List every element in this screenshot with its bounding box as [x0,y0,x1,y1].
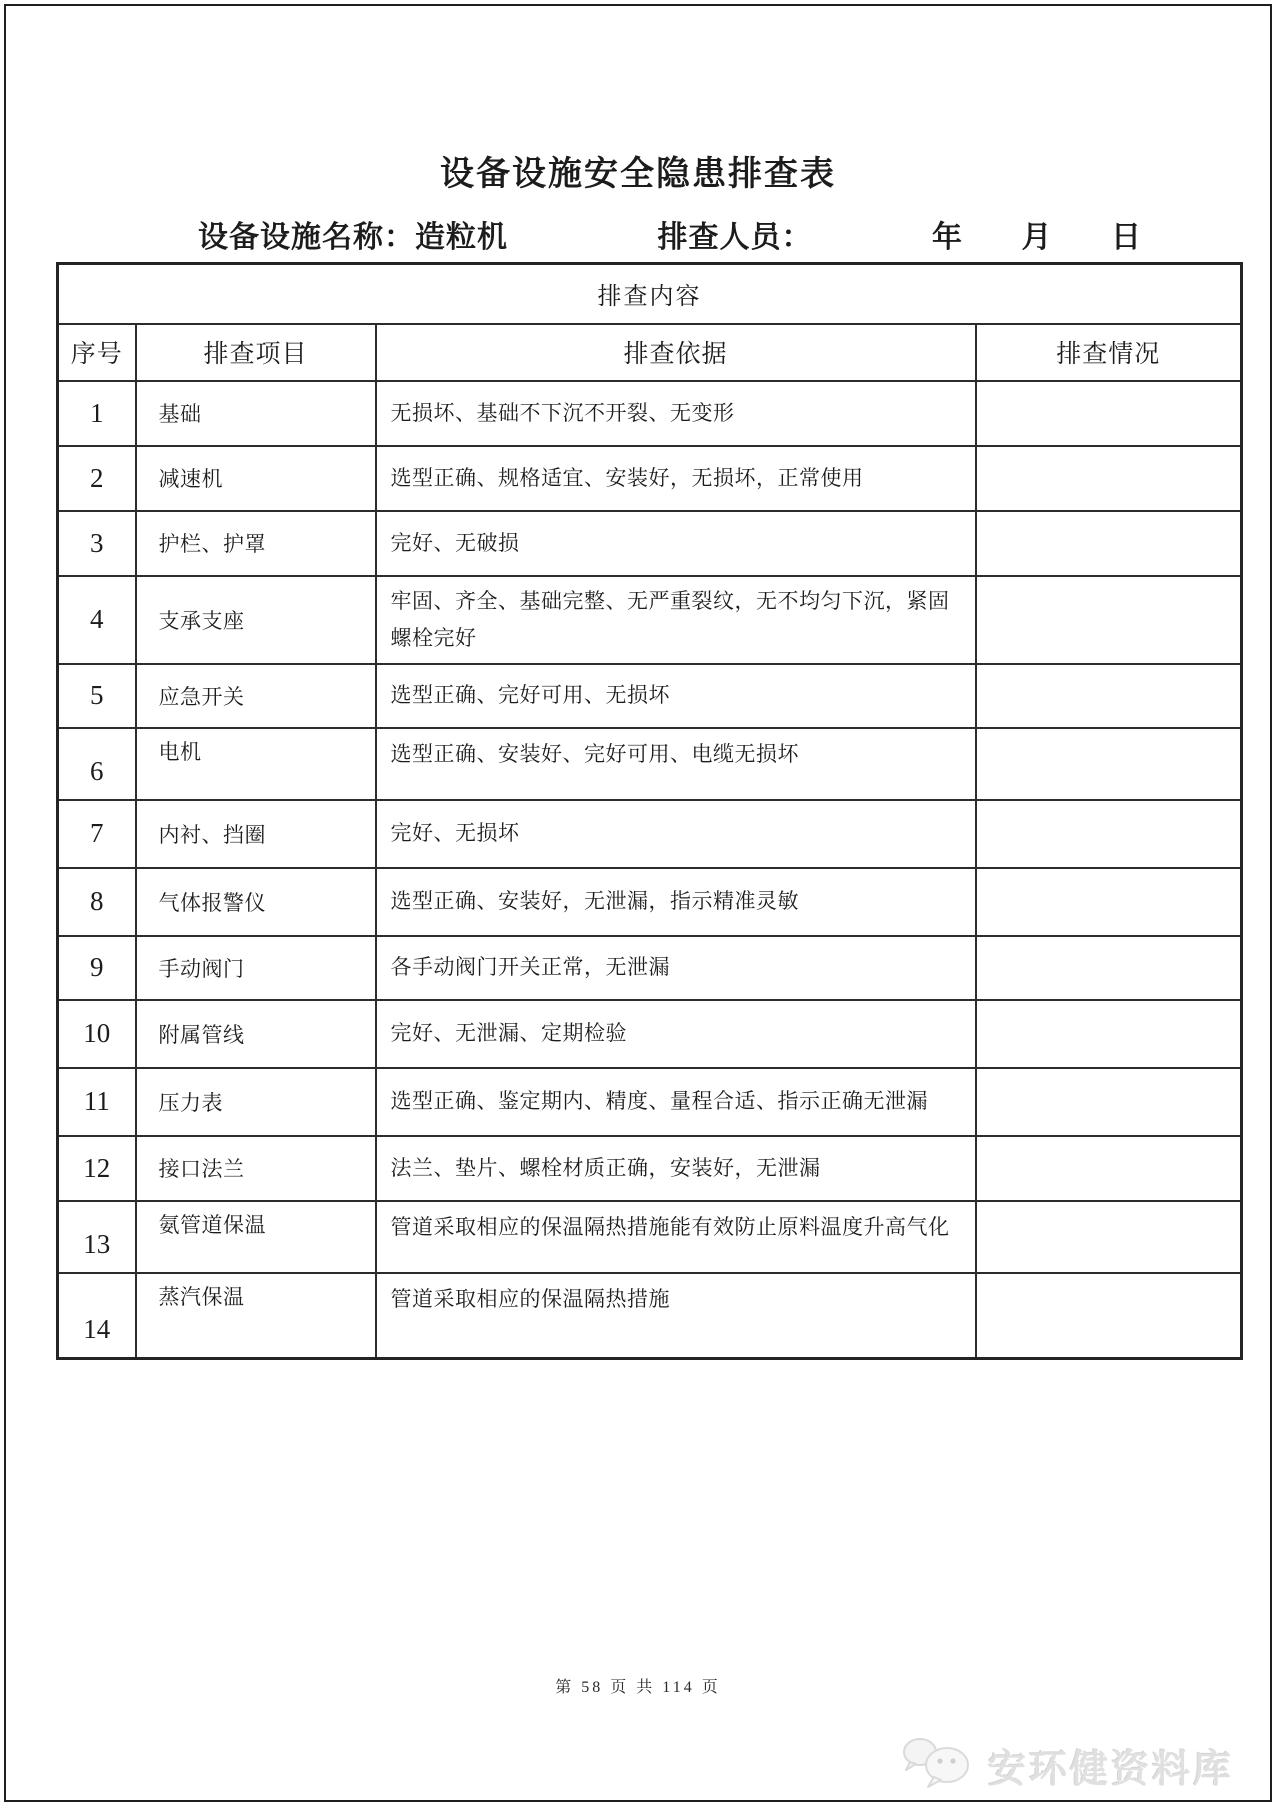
seq-cell: 1 [58,381,136,446]
item-cell: 电机 [136,728,376,800]
column-header-status: 排查情况 [976,324,1242,381]
status-cell [976,1136,1242,1201]
section-header-row [58,264,1242,324]
chat-bubbles-icon [900,1734,978,1797]
basis-cell: 无损坏、基础不下沉不开裂、无变形 [376,381,976,446]
basis-cell: 各手动阀门开关正常，无泄漏 [376,936,976,1000]
date-day-label: 日 [1111,221,1141,254]
seq-cell: 11 [58,1068,136,1136]
date-month-label: 月 [1021,221,1052,254]
basis-cell: 法兰、垫片、螺栓材质正确，安装好，无泄漏 [376,1136,976,1201]
status-cell [976,1273,1242,1359]
seq-cell: 14 [58,1273,136,1359]
table-row [58,800,1242,868]
basis-cell: 管道采取相应的保温隔热措施 [376,1273,976,1359]
item-cell: 护栏、护罩 [136,511,376,576]
table-row [58,446,1242,511]
document-title: 设备设施安全隐患排查表 [440,156,836,193]
item-cell: 支承支座 [136,576,376,664]
status-cell [976,511,1242,576]
status-cell [976,728,1242,800]
seq-cell: 8 [58,868,136,936]
table-row [58,664,1242,728]
table-row [58,1201,1242,1273]
table-row [58,936,1242,1000]
table-row [58,868,1242,936]
status-cell [976,936,1242,1000]
equipment-name-field [198,221,508,254]
seq-cell: 5 [58,664,136,728]
status-cell [976,1201,1242,1273]
basis-cell: 完好、无破损 [376,511,976,576]
seq-cell: 9 [58,936,136,1000]
status-cell [976,664,1242,728]
inspector-label: 排查人员： [657,221,813,254]
table-row [58,1273,1242,1359]
table-row [58,511,1242,576]
basis-cell: 完好、无泄漏、定期检验 [376,1000,976,1068]
item-cell: 应急开关 [136,664,376,728]
basis-cell: 选型正确、鉴定期内、精度、量程合适、指示正确无泄漏 [376,1068,976,1136]
basis-cell: 选型正确、安装好、完好可用、电缆无损坏 [376,728,976,800]
column-header-item: 排查项目 [136,324,376,381]
basis-cell: 选型正确、完好可用、无损坏 [376,664,976,728]
item-cell: 减速机 [136,446,376,511]
date-year-label: 年 [932,221,962,254]
table-row [58,728,1242,800]
column-header-basis: 排查依据 [376,324,976,381]
basis-cell: 牢固、齐全、基础完整、无严重裂纹，无不均匀下沉，紧固螺栓完好 [376,576,976,664]
status-cell [976,1000,1242,1068]
page-number: 第 58 页 共 114 页 [555,1679,721,1696]
item-cell: 基础 [136,381,376,446]
table-row [58,1000,1242,1068]
seq-cell: 10 [58,1000,136,1068]
meta-line [6,212,1270,256]
seq-cell: 7 [58,800,136,868]
inspection-table [56,262,1243,1360]
item-cell: 接口法兰 [136,1136,376,1201]
section-header-cell: 排查内容 [58,264,1242,324]
seq-cell: 6 [58,728,136,800]
item-cell: 内衬、挡圈 [136,800,376,868]
seq-cell: 3 [58,511,136,576]
item-cell: 气体报警仪 [136,868,376,936]
item-cell: 蒸汽保温 [136,1273,376,1359]
equipment-name-value: 造粒机 [415,221,508,254]
page-footer [6,1674,1270,1697]
item-cell: 手动阀门 [136,936,376,1000]
item-cell: 压力表 [136,1068,376,1136]
status-cell [976,381,1242,446]
item-cell: 附属管线 [136,1000,376,1068]
status-cell [976,1068,1242,1136]
column-header-row [58,324,1242,381]
item-cell: 氨管道保温 [136,1201,376,1273]
basis-cell: 管道采取相应的保温隔热措施能有效防止原料温度升高气化 [376,1201,976,1273]
seq-cell: 12 [58,1136,136,1201]
table-row [58,1136,1242,1201]
status-cell [976,800,1242,868]
column-header-seq: 序号 [58,324,136,381]
basis-cell: 完好、无损坏 [376,800,976,868]
seq-cell: 2 [58,446,136,511]
seq-cell: 13 [58,1201,136,1273]
basis-cell: 选型正确、安装好，无泄漏，指示精准灵敏 [376,868,976,936]
basis-cell: 选型正确、规格适宜、安装好，无损坏，正常使用 [376,446,976,511]
table-row [58,1068,1242,1136]
page-frame [4,4,1272,1802]
status-cell [976,446,1242,511]
seq-cell: 4 [58,576,136,664]
table-row [58,576,1242,664]
status-cell [976,576,1242,664]
watermark-text: 安环健资料库 [987,1749,1234,1791]
equipment-name-label: 设备设施名称： [198,221,415,254]
status-cell [976,868,1242,936]
watermark [900,1734,1234,1797]
table-row [58,381,1242,446]
inspection-table-body [58,381,1242,1359]
